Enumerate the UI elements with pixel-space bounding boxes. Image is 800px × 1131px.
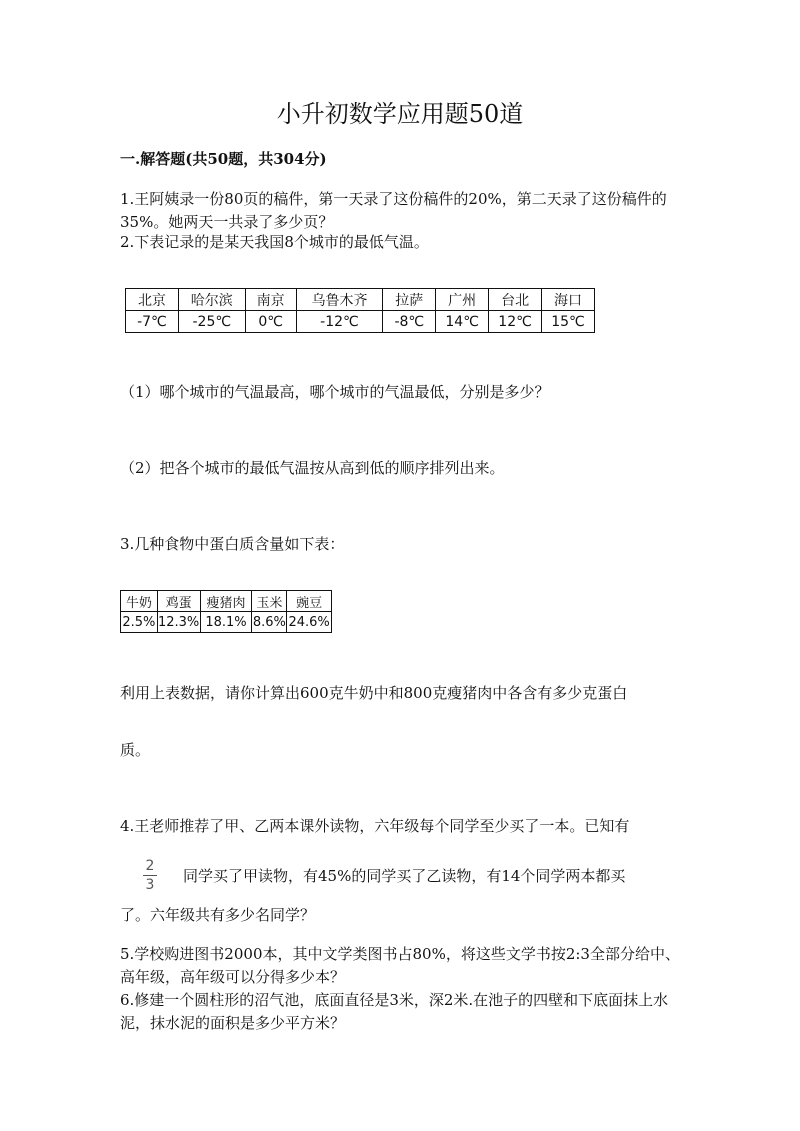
question-3-intro: 3.几种食物中蛋白质含量如下表： (120, 535, 345, 553)
fraction-numerator: 2 (145, 858, 155, 874)
question-4-line-3: 了。六年级共有多少名同学？ (120, 906, 316, 924)
table-cell: 12.3% (157, 612, 200, 633)
table-cell: 瘦猪肉 (200, 591, 252, 612)
table-cell: 14℃ (436, 311, 489, 333)
table-cell: 北京 (126, 289, 179, 311)
question-3-line-2: 质。 (120, 741, 151, 759)
temperature-table (125, 288, 595, 333)
question-6: 6.修建一个圆柱形的沼气池，底面直径是3米，深2米.在池子的四壁和下底面抹上水泥，抹水泥的面积是多少平方米？ (120, 991, 669, 1032)
table-cell: 豌豆 (287, 591, 332, 612)
food-row (121, 591, 332, 612)
section-heading: 一.解答题(共50题，共304分) (120, 150, 327, 168)
table-cell: 8.6% (252, 612, 287, 633)
table-cell: -25℃ (178, 311, 245, 333)
table-cell: 玉米 (252, 591, 287, 612)
fraction-bar (143, 875, 157, 876)
table-cell: 0℃ (245, 311, 296, 333)
table-cell: 鸡蛋 (157, 591, 200, 612)
table-cell: 18.1% (200, 612, 252, 633)
table-cell: 拉萨 (383, 289, 436, 311)
fraction-denominator: 3 (145, 877, 155, 893)
city-row (126, 289, 595, 311)
question-1: 1.王阿姨录一份80页的稿件，第一天录了这份稿件的20%，第二天录了这份稿件的35%。她两天一共录了多少页？ (120, 190, 667, 231)
table-cell: -8℃ (383, 311, 436, 333)
table-cell: 哈尔滨 (178, 289, 245, 311)
table-cell: 台北 (489, 289, 542, 311)
question-4-line-1: 4.王老师推荐了甲、乙两本课外读物，六年级每个同学至少买了一本。已知有 (120, 817, 630, 835)
percent-row (121, 612, 332, 633)
protein-table (120, 590, 332, 633)
table-cell: -12℃ (296, 311, 383, 333)
question-2-intro: 2.下表记录的是某天我国8个城市的最低气温。 (120, 233, 429, 251)
table-cell: 南京 (245, 289, 296, 311)
question-4-line-2: 同学买了甲读物，有45%的同学买了乙读物，有14个同学两本都买 (183, 867, 626, 885)
question-2-sub-2: （2）把各个城市的最低气温按从高到低的顺序排列出来。 (120, 459, 505, 477)
table-cell: -7℃ (126, 311, 179, 333)
question-2-sub-1: （1）哪个城市的气温最高，哪个城市的气温最低，分别是多少？ (120, 383, 550, 401)
question-5: 5.学校购进图书2000本，其中文学类图书占80%，将这些文学书按2:3全部分给中、高年级，高年级可以分得多少本？ (120, 945, 680, 986)
table-cell: 广州 (436, 289, 489, 311)
temperature-row (126, 311, 595, 333)
question-3-line-1: 利用上表数据，请你计算出600克牛奶中和800克瘦猪肉中各含有多少克蛋白 (120, 684, 628, 702)
table-cell: 2.5% (121, 612, 158, 633)
table-cell: 乌鲁木齐 (296, 289, 383, 311)
table-cell: 24.6% (287, 612, 332, 633)
table-cell: 牛奶 (121, 591, 158, 612)
table-cell: 15℃ (542, 311, 595, 333)
table-cell: 12℃ (489, 311, 542, 333)
table-cell: 海口 (542, 289, 595, 311)
fraction (143, 858, 157, 893)
page-title: 小升初数学应用题50道 (276, 100, 524, 128)
